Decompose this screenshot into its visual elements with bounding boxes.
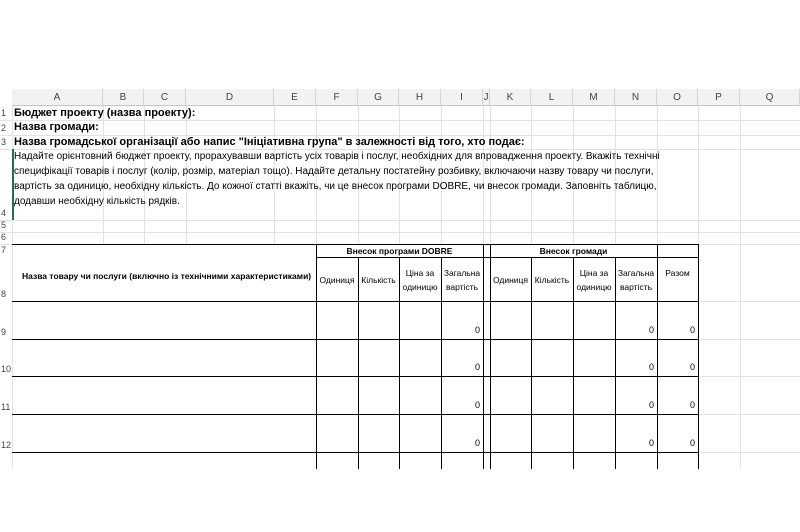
row-header-7[interactable]: 7 <box>1 245 7 255</box>
row-header-1[interactable]: 1 <box>1 108 7 118</box>
column-header-m[interactable]: M <box>573 89 615 106</box>
dobre-price-header-2[interactable]: одиницю <box>402 282 438 292</box>
community-unit-header[interactable]: Одиниця <box>492 275 529 285</box>
community-price-header-1[interactable]: Ціна за <box>579 268 609 278</box>
column-header-i[interactable]: I <box>441 89 483 106</box>
community-total-header-2[interactable]: вартість <box>619 282 653 292</box>
sum-header[interactable]: Разом <box>665 268 690 278</box>
column-header-g[interactable]: G <box>358 89 399 106</box>
table-border <box>698 244 699 469</box>
table-border <box>483 244 484 469</box>
column-header-j[interactable]: J <box>483 89 490 106</box>
column-header-f[interactable]: F <box>316 89 358 106</box>
dobre-price-header-1[interactable]: Ціна за <box>405 268 435 278</box>
project-budget-label[interactable]: Бюджет проекту (назва проекту): <box>14 107 196 119</box>
community-contribution-header[interactable]: Внесок громади <box>539 246 608 256</box>
dobre-total-cell[interactable]: 0 <box>474 325 480 335</box>
gridline <box>657 106 658 244</box>
gridline <box>0 149 800 150</box>
column-header-p[interactable]: P <box>698 89 740 106</box>
sum-cell[interactable]: 0 <box>689 438 695 448</box>
column-header-h[interactable]: H <box>399 89 441 106</box>
dobre-contribution-header[interactable]: Внесок програми DOBRE <box>346 246 453 256</box>
gridline <box>0 220 800 221</box>
gridline <box>698 452 800 453</box>
community-total-header-1[interactable]: Загальна <box>617 268 655 278</box>
active-cell-indicator <box>12 149 14 220</box>
organization-name-label[interactable]: Назва громадської організації або напис "Ініціативна група" в залежності від того, хто подає: <box>14 136 525 148</box>
column-header-e[interactable]: E <box>274 89 316 106</box>
table-border <box>12 376 698 377</box>
column-header-a[interactable]: A <box>12 89 103 106</box>
row-header-2[interactable]: 2 <box>1 123 7 133</box>
community-name-label[interactable]: Назва громади: <box>14 121 99 133</box>
community-total-cell[interactable]: 0 <box>648 438 654 448</box>
gridline <box>698 301 800 302</box>
community-total-cell[interactable]: 0 <box>648 400 654 410</box>
column-header-b[interactable]: B <box>103 89 144 106</box>
table-border <box>12 452 698 453</box>
sum-cell[interactable]: 0 <box>689 325 695 335</box>
table-border <box>12 339 698 340</box>
community-price-header-2[interactable]: одиницю <box>576 282 612 292</box>
instructions-line-1: Надайте орієнтовний бюджет проекту, прорахувавши вартість усіх товарів і послуг, необхідних для впровадження проекту. Вкажіть технічні <box>14 151 660 162</box>
row-header-12[interactable]: 12 <box>1 440 12 450</box>
item-name-header[interactable]: Назва товару чи послуги (включно із технічними характеристиками) <box>22 271 312 281</box>
gridline <box>698 414 800 415</box>
gridline <box>698 376 800 377</box>
dobre-qty-header[interactable]: Кількість <box>361 275 396 285</box>
table-border <box>358 257 359 469</box>
column-header-n[interactable]: N <box>615 89 657 106</box>
community-total-cell[interactable]: 0 <box>648 362 654 372</box>
table-border <box>531 257 532 469</box>
instructions-line-3: вартість за одиницю, необхідну кількість. До кожної статті вкажіть, чи це внесок програми DOBRE, чи внесок громади. Заповніть таблицю, <box>14 181 657 192</box>
dobre-unit-header[interactable]: Одиниця <box>319 275 355 285</box>
row-header-11[interactable]: 11 <box>1 402 11 412</box>
sum-cell[interactable]: 0 <box>689 400 695 410</box>
row-header-10[interactable]: 10 <box>1 364 12 374</box>
instructions-line-2: специфікації товарів і послуг (колір, розмір, матеріал тощо). Надайте детальну постатейну розбивку, включаючи назву товару чи послуги, <box>14 166 654 177</box>
column-header-k[interactable]: K <box>490 89 531 106</box>
dobre-total-header-2[interactable]: вартість <box>445 282 479 292</box>
row-header-3[interactable]: 3 <box>1 137 7 147</box>
community-total-cell[interactable]: 0 <box>648 325 654 335</box>
column-header-c[interactable]: C <box>144 89 186 106</box>
table-border <box>12 414 698 415</box>
gridline <box>698 339 800 340</box>
sum-cell[interactable]: 0 <box>689 362 695 372</box>
column-header-l[interactable]: L <box>531 89 573 106</box>
dobre-total-cell[interactable]: 0 <box>474 438 480 448</box>
row-header-4[interactable]: 4 <box>1 208 7 218</box>
dobre-total-cell[interactable]: 0 <box>474 362 480 372</box>
dobre-total-header-1[interactable]: Загальна <box>443 268 481 278</box>
table-border <box>12 301 698 302</box>
column-header-d[interactable]: D <box>186 89 274 106</box>
column-header-q[interactable]: Q <box>740 89 800 106</box>
row-header-5[interactable]: 5 <box>1 220 7 230</box>
spreadsheet-grid[interactable] <box>0 89 800 469</box>
row-header-9[interactable]: 9 <box>1 327 7 337</box>
gridline <box>0 120 800 121</box>
row-header-8[interactable]: 8 <box>1 289 7 299</box>
gridline <box>0 232 800 233</box>
community-qty-header[interactable]: Кількість <box>534 275 570 285</box>
instructions-line-4: додавши необхідну кількість рядків. <box>14 196 180 207</box>
dobre-total-cell[interactable]: 0 <box>474 400 480 410</box>
row-header-6[interactable]: 6 <box>1 232 7 242</box>
column-header-o[interactable]: O <box>657 89 698 106</box>
